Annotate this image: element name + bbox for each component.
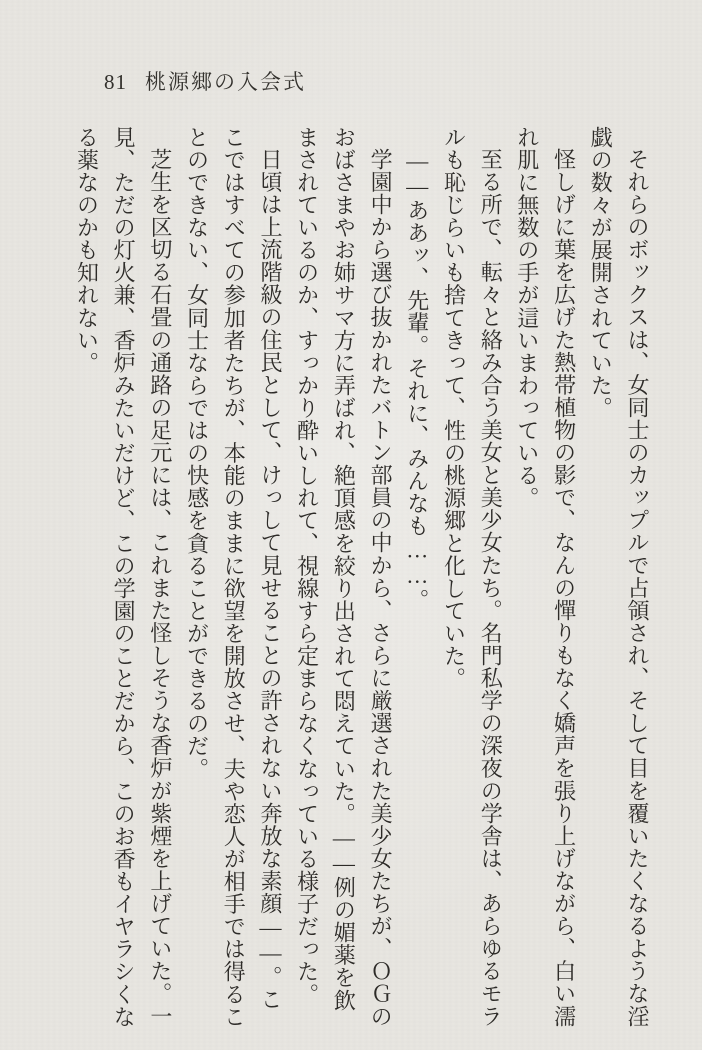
chapter-title: 桃源郷の入会式: [145, 70, 306, 94]
vertical-text-body: [65, 126, 655, 1032]
paragraph-5: 学園中から選び抜かれたバトン部員の中から、さらに厳選された美少女たちが、ＯＧのおばさまやお姉サマ方に弄ばれ、絶頂感を絞り出されて悶えていた。――例の媚薬を飲まされているのか、すっかり酔いしれて、視線すら定まらなくなっている様子だった。: [294, 126, 394, 1028]
paragraph-1: それらのボックスは、女同士のカップルで占領され、そして目を覆いたくなるような淫戯の数々が展開されていた。: [588, 126, 650, 1028]
paragraph-2: 怪しげに葉を広げた熱帯植物の影で、なんの憚りもなく嬌声を張り上げながら、白い濡れ肌に無数の手が這いまわっている。: [514, 126, 577, 1028]
page-number: 81: [104, 70, 127, 94]
running-head: [104, 66, 306, 96]
paragraph-4-dialogue: ――ああッ、先輩。それに、みんなも……。: [404, 148, 430, 611]
paragraph-3: 至る所で、転々と絡み合う美女と美少女たち。名門私学の深夜の学舎は、あらゆるモラルも恥じらいも捨てきって、性の桃源郷と化していた。: [441, 126, 504, 1028]
paragraph-6: 日頃は上流階級の住民として、けっして見せることの許されない奔放な素顔――。ここではすべての参加者たちが、本能のままに欲望を開放させ、夫や恋人が相手では得ることのできない、女同士ならではの快感を貪ることができるのだ。: [184, 126, 283, 1028]
paragraph-7: 芝生を区切る石畳の通路の足元には、これまた怪しそうな香炉が紫煙を上げていた。一見、ただの灯火兼、香炉みたいだけど、この学園のことだから、このお香もイヤラシくなる薬なのかも知れない。: [74, 126, 173, 1028]
